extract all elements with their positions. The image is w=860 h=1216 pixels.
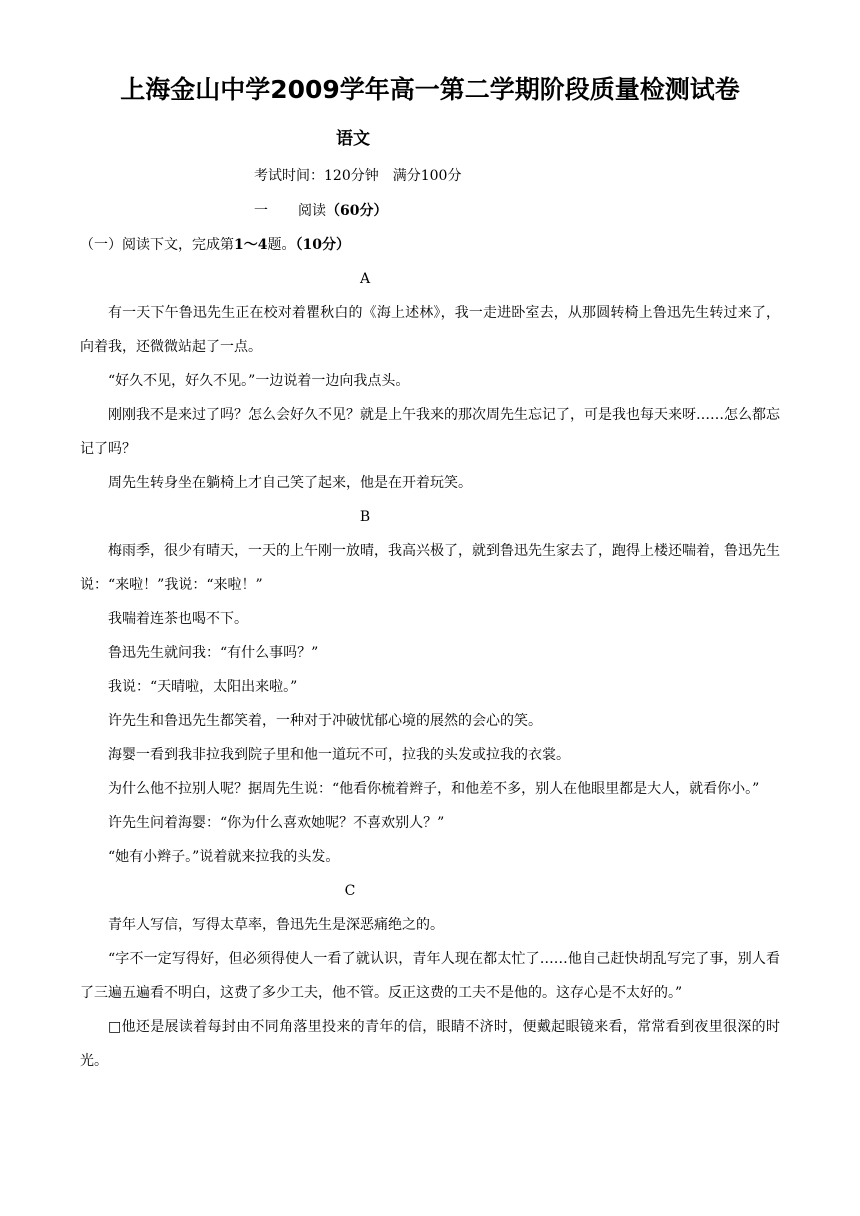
part-label-c: C <box>344 883 356 899</box>
exam-time: 考试时间：120分钟 <box>254 168 379 184</box>
paragraph: 周先生转身坐在躺椅上才自己笑了起来，他是在开着玩笑。 <box>108 475 472 491</box>
question-score: （10分） <box>295 237 350 253</box>
paragraph: 梅雨季，很少有晴天，一天的上午刚一放晴，我高兴极了，就到鲁迅先生家去了，跑得上楼还喘着，鲁迅先生说：“来啦！”我说：“来啦！” <box>80 543 780 593</box>
section-number: 一 <box>254 203 268 219</box>
paragraph: □他还是展读着每封由不同角落里投来的青年的信，眼睛不济时，便戴起眼镜来看，常常看到夜里很深的时光。 <box>80 1019 780 1069</box>
paragraph: 许先生问着海婴：“你为什么喜欢她呢？不喜欢别人？” <box>108 815 445 831</box>
section-name: 阅读 <box>298 203 326 219</box>
paragraph: 鲁迅先生就问我：“有什么事吗？” <box>108 645 319 661</box>
paragraph: 有一天下午鲁迅先生正在校对着瞿秋白的《海上述林》，我一走进卧室去，从那圆转椅上鲁迅先生转过来了，向着我，还微微站起了一点。 <box>80 305 780 355</box>
question-range: 1～4 <box>234 237 268 253</box>
passage-body <box>80 262 780 1078</box>
paragraph: “好久不见，好久不见。”一边说着一边向我点头。 <box>108 373 410 389</box>
full-score: 满分100分 <box>392 168 462 184</box>
question-suffix: 题。 <box>267 237 296 253</box>
subject-label: 语文 <box>336 129 370 149</box>
part-label-b: B <box>359 509 371 525</box>
paragraph: 我喘着连茶也喝不下。 <box>108 611 248 627</box>
question-prefix: （一）阅读下文，完成第 <box>80 237 234 253</box>
question-group-heading <box>80 234 350 254</box>
paragraph: 许先生和鲁迅先生都笑着，一种对于冲破忧郁心境的展然的会心的笑。 <box>108 713 542 729</box>
exam-info <box>254 165 475 185</box>
paragraph: 为什么他不拉别人呢？据周先生说：“他看你梳着辫子，和他差不多，别人在他眼里都是大人，就看你小。” <box>108 781 760 797</box>
paragraph: 我说：“天晴啦，太阳出来啦。” <box>108 679 298 695</box>
exam-title: 上海金山中学2009学年高一第二学期阶段质量检测试卷 <box>120 75 740 104</box>
section-score: （60分） <box>326 203 388 219</box>
section-heading <box>254 200 387 220</box>
part-label-a: A <box>359 271 371 287</box>
paragraph: 青年人写信，写得太草率，鲁迅先生是深恶痛绝之的。 <box>108 917 444 933</box>
paragraph: 海婴一看到我非拉我到院子里和他一道玩不可，拉我的头发或拉我的衣裳。 <box>108 747 570 763</box>
paragraph: “字不一定写得好，但必须得使人一看了就认识，青年人现在都太忙了……他自己赶快胡乱写完了事，别人看了三遍五遍看不明白，这费了多少工夫，他不管。反正这费的工夫不是他的。这存心是不太好的。” <box>80 951 780 1001</box>
paragraph: “她有小辫子。”说着就来拉我的头发。 <box>108 849 340 865</box>
paragraph: 刚刚我不是来过了吗？怎么会好久不见？就是上午我来的那次周先生忘记了，可是我也每天来呀……怎么都忘记了吗？ <box>80 407 780 457</box>
